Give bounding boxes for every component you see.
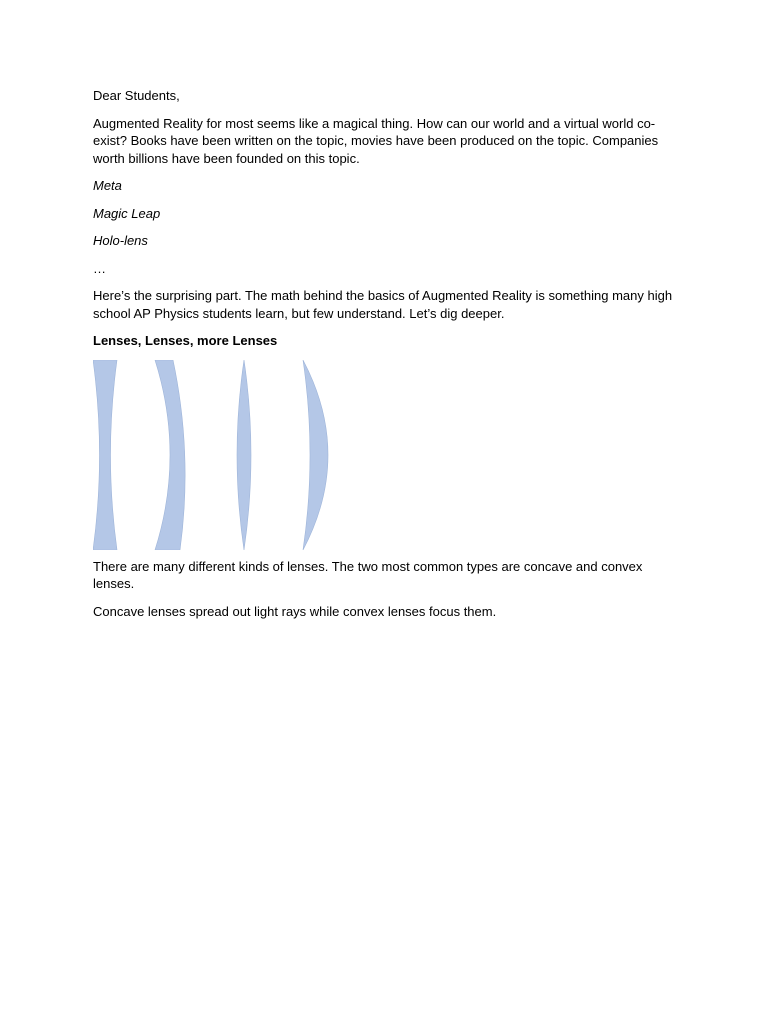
lens-figure: [93, 360, 338, 550]
biconcave-lens: [93, 360, 117, 550]
ellipsis: …: [93, 260, 106, 276]
salutation: Dear Students,: [93, 88, 180, 103]
company-magic-leap: Magic Leap: [93, 205, 161, 221]
section-heading: Lenses, Lenses, more Lenses: [93, 333, 278, 348]
surprise-paragraph: Here’s the surprising part. The math behind the basics of Augmented Reality is something many high school AP Physics students learn, but few understand. Let’s dig deeper.: [93, 288, 673, 321]
lens-behavior-paragraph: Concave lenses spread out light rays while convex lenses focus them.: [93, 603, 497, 619]
company-holo-lens: Holo-lens: [93, 233, 148, 248]
lens-types-paragraph: There are many different kinds of lenses. The two most common types are concave and convex lenses.: [93, 558, 643, 591]
plano-convex-lens: [303, 360, 328, 550]
intro-paragraph: Augmented Reality for most seems like a magical thing. How can our world and a virtual world co-exist? Books have been written on the topic, movies have been produced on the topic. Companies worth billions have been founded on this topic.: [93, 115, 659, 166]
biconvex-lens: [237, 360, 251, 550]
concavo-convex-lens: [155, 360, 185, 550]
company-meta: Meta: [93, 178, 122, 193]
document-body: [93, 87, 678, 630]
